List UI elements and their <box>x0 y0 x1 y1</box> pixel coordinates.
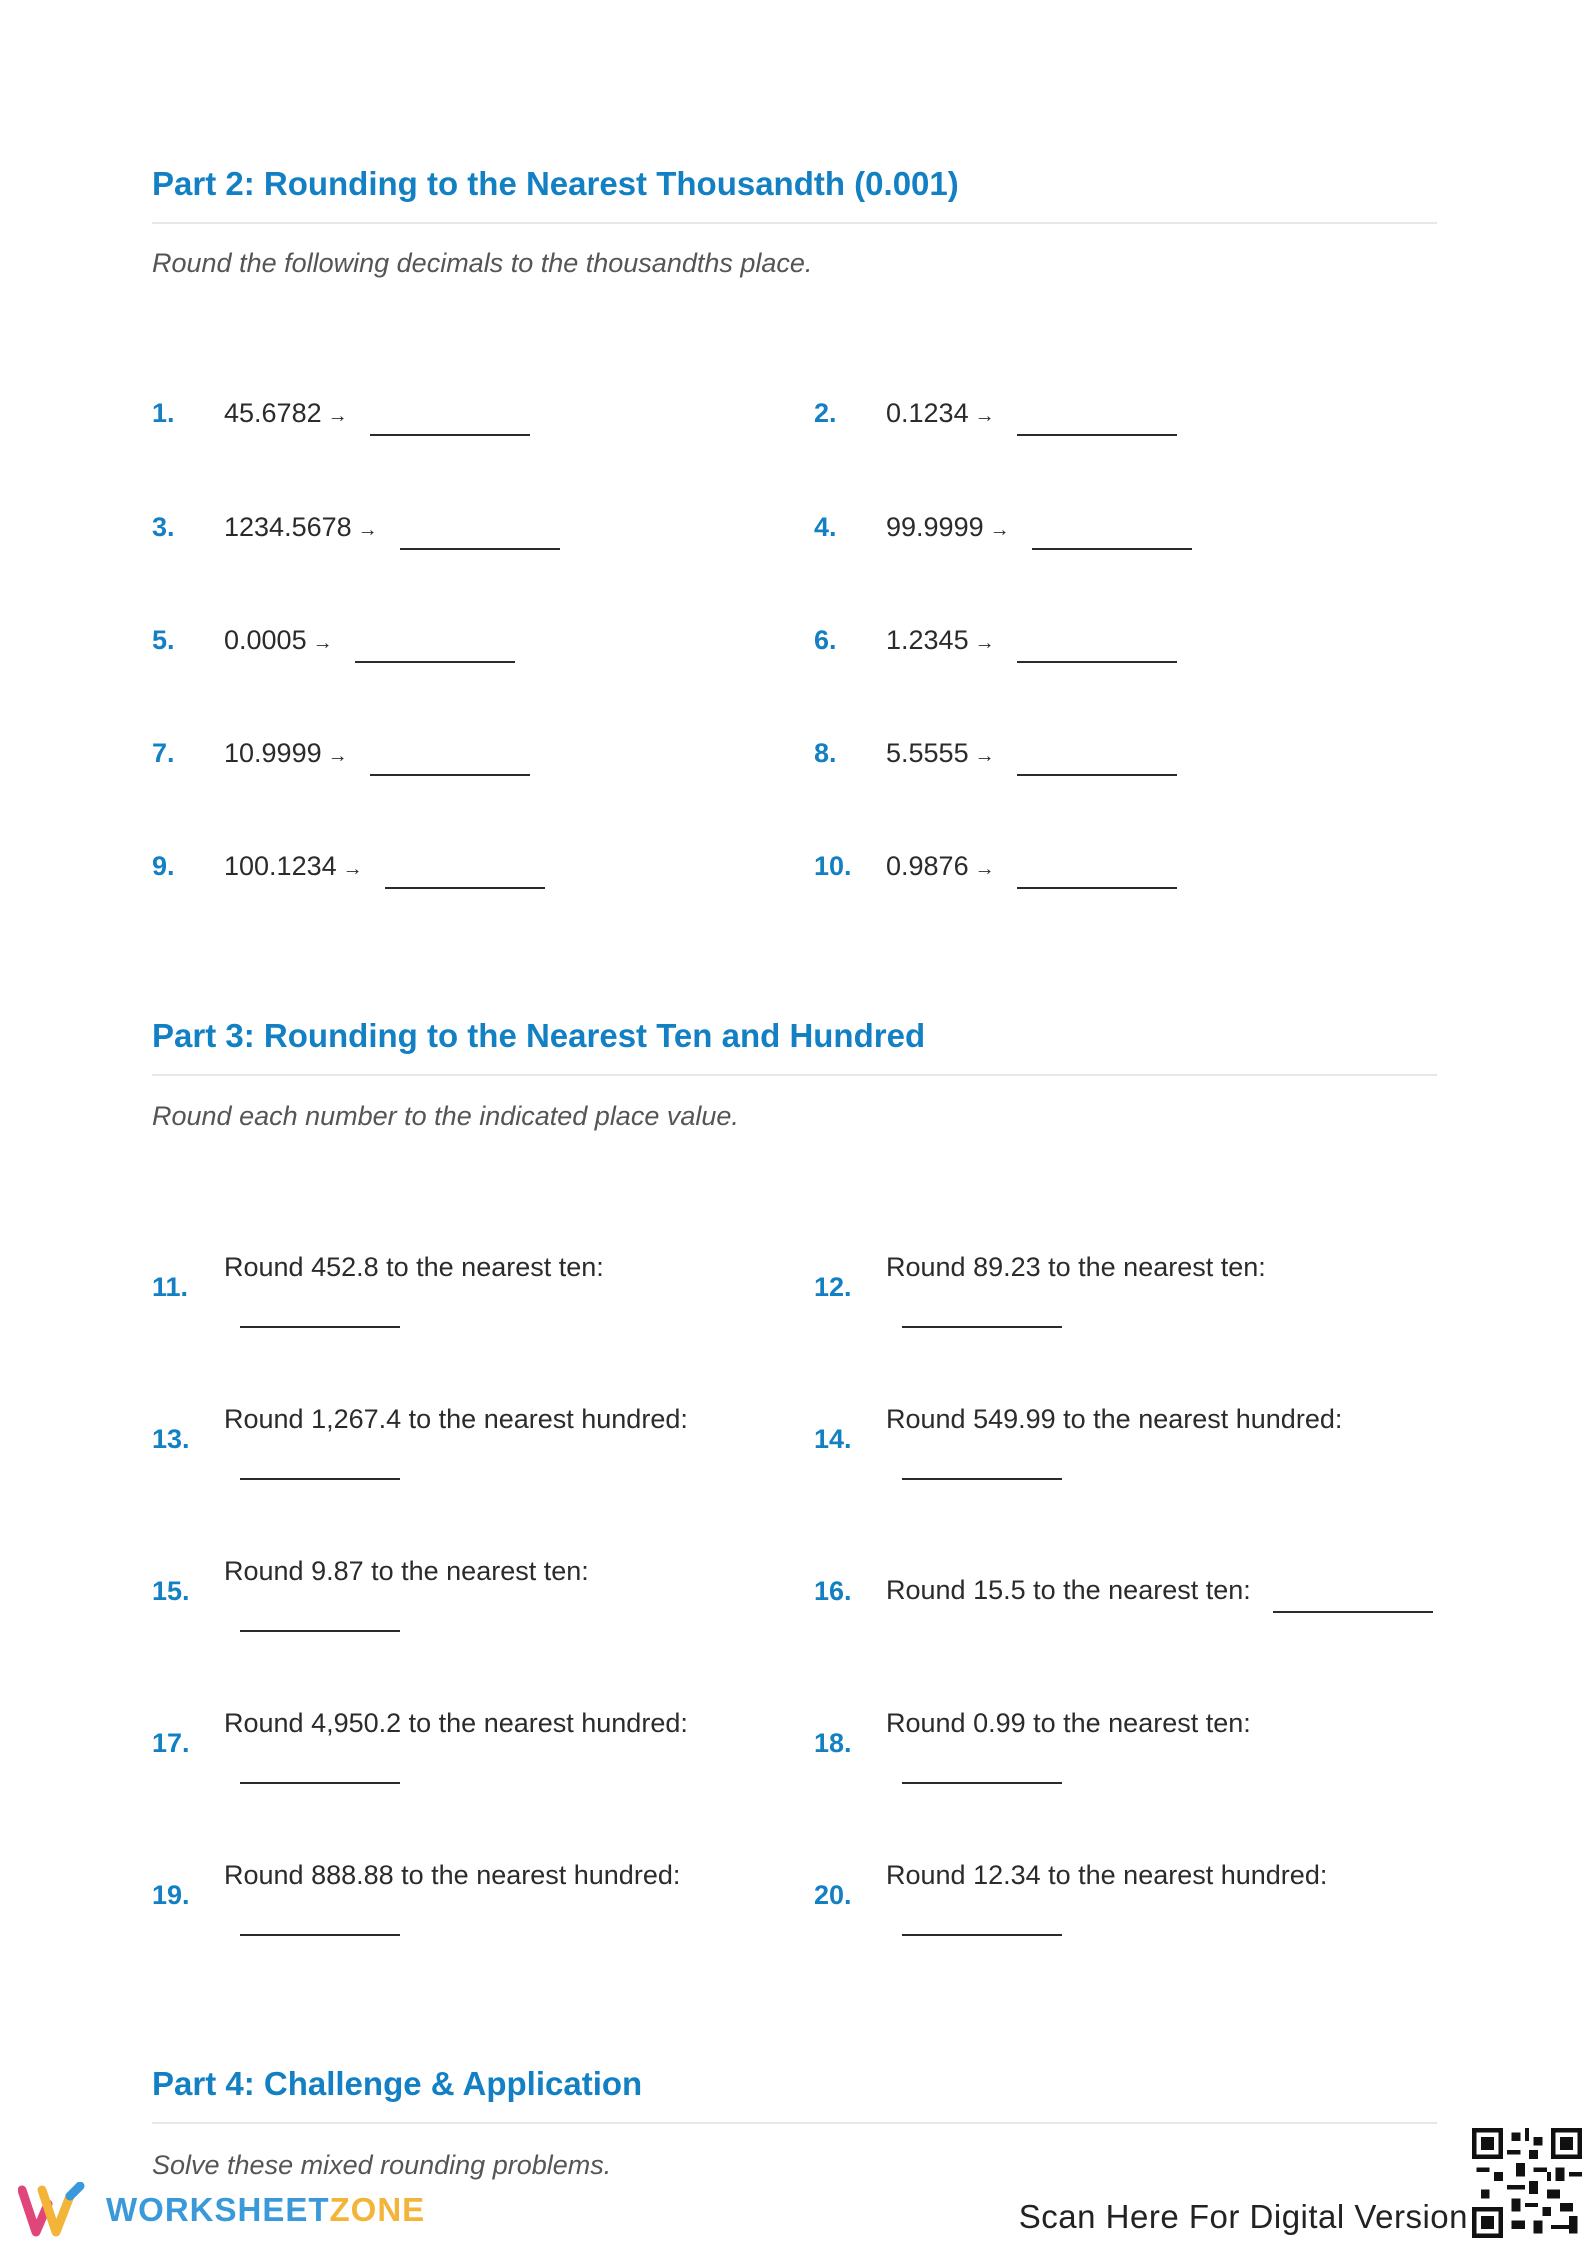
answer-blank[interactable] <box>240 1630 400 1632</box>
question-number: 20. <box>814 1880 852 1910</box>
arrow-icon: → <box>974 405 995 427</box>
question-number: 9. <box>152 851 175 881</box>
part3-instructions: Round each number to the indicated place value. <box>152 1101 739 1131</box>
question-number: 12. <box>814 1272 852 1302</box>
arrow-icon: → <box>989 519 1010 541</box>
question-number: 11. <box>152 1272 189 1302</box>
question-text: Round 15.5 to the nearest ten: <box>886 1575 1251 1605</box>
answer-blank[interactable] <box>1273 1611 1433 1613</box>
question-number: 10. <box>814 851 852 881</box>
question-value: 5.5555 <box>886 738 969 768</box>
answer-blank[interactable] <box>1032 548 1192 550</box>
answer-blank[interactable] <box>1017 887 1177 889</box>
answer-blank[interactable] <box>240 1478 400 1480</box>
question-number: 4. <box>814 512 837 542</box>
question-value: 99.9999 <box>886 512 984 542</box>
answer-blank[interactable] <box>355 661 515 663</box>
part3-title: Part 3: Rounding to the Nearest Ten and Hundred <box>152 1016 1437 1076</box>
answer-blank[interactable] <box>240 1782 400 1784</box>
question-value: 0.1234 <box>886 398 969 428</box>
question-number: 1. <box>152 398 175 428</box>
answer-blank[interactable] <box>370 434 530 436</box>
logo-w-icon <box>18 2182 92 2238</box>
question-text: Round 452.8 to the nearest ten: <box>224 1252 604 1282</box>
question-text: Round 549.99 to the nearest hundred: <box>886 1404 1343 1434</box>
answer-blank[interactable] <box>1017 774 1177 776</box>
question-number: 19. <box>152 1880 190 1910</box>
question-number: 14. <box>814 1424 852 1454</box>
question-number: 5. <box>152 625 175 655</box>
answer-blank[interactable] <box>902 1326 1062 1328</box>
arrow-icon: → <box>342 858 363 880</box>
question-text: Round 0.99 to the nearest ten: <box>886 1708 1251 1738</box>
question-text: Round 888.88 to the nearest hundred: <box>224 1860 681 1890</box>
answer-blank[interactable] <box>240 1326 400 1328</box>
arrow-icon: → <box>974 632 995 654</box>
arrow-icon: → <box>974 858 995 880</box>
arrow-icon: → <box>357 519 378 541</box>
scan-caption: Scan Here For Digital Version <box>1018 2198 1468 2235</box>
answer-blank[interactable] <box>902 1934 1062 1936</box>
question-number: 7. <box>152 738 175 768</box>
question-number: 18. <box>814 1728 852 1758</box>
question-number: 3. <box>152 512 175 542</box>
answer-blank[interactable] <box>370 774 530 776</box>
question-text: Round 9.87 to the nearest ten: <box>224 1556 589 1586</box>
question-number: 6. <box>814 625 837 655</box>
question-value: 100.1234 <box>224 851 337 881</box>
part2-instructions: Round the following decimals to the thousandths place. <box>152 248 813 278</box>
worksheetzone-logo[interactable] <box>18 2182 425 2238</box>
answer-blank[interactable] <box>240 1934 400 1936</box>
question-number: 2. <box>814 398 837 428</box>
arrow-icon: → <box>327 745 348 767</box>
question-number: 16. <box>814 1576 852 1606</box>
arrow-icon: → <box>327 405 348 427</box>
question-text: Round 1,267.4 to the nearest hundred: <box>224 1404 688 1434</box>
question-text: Round 89.23 to the nearest ten: <box>886 1252 1266 1282</box>
answer-blank[interactable] <box>902 1478 1062 1480</box>
question-number: 17. <box>152 1728 190 1758</box>
question-value: 45.6782 <box>224 398 322 428</box>
answer-blank[interactable] <box>1017 434 1177 436</box>
question-number: 13. <box>152 1424 190 1454</box>
answer-blank[interactable] <box>400 548 560 550</box>
question-text: Round 12.34 to the nearest hundred: <box>886 1860 1328 1890</box>
qr-code-icon[interactable] <box>1472 2128 1582 2238</box>
question-number: 8. <box>814 738 837 768</box>
answer-blank[interactable] <box>1017 661 1177 663</box>
question-value: 0.0005 <box>224 625 307 655</box>
arrow-icon: → <box>312 632 333 654</box>
answer-blank[interactable] <box>385 887 545 889</box>
question-value: 1234.5678 <box>224 512 352 542</box>
question-value: 10.9999 <box>224 738 322 768</box>
part2-title: Part 2: Rounding to the Nearest Thousandth (0.001) <box>152 164 1437 224</box>
logo-text: WORKSHEETZONE <box>106 2191 426 2228</box>
arrow-icon: → <box>974 745 995 767</box>
part4-title: Part 4: Challenge & Application <box>152 2064 1437 2124</box>
question-text: Round 4,950.2 to the nearest hundred: <box>224 1708 688 1738</box>
question-number: 15. <box>152 1576 190 1606</box>
part4-instructions: Solve these mixed rounding problems. <box>152 2150 612 2180</box>
answer-blank[interactable] <box>902 1782 1062 1784</box>
question-value: 1.2345 <box>886 625 969 655</box>
question-value: 0.9876 <box>886 851 969 881</box>
